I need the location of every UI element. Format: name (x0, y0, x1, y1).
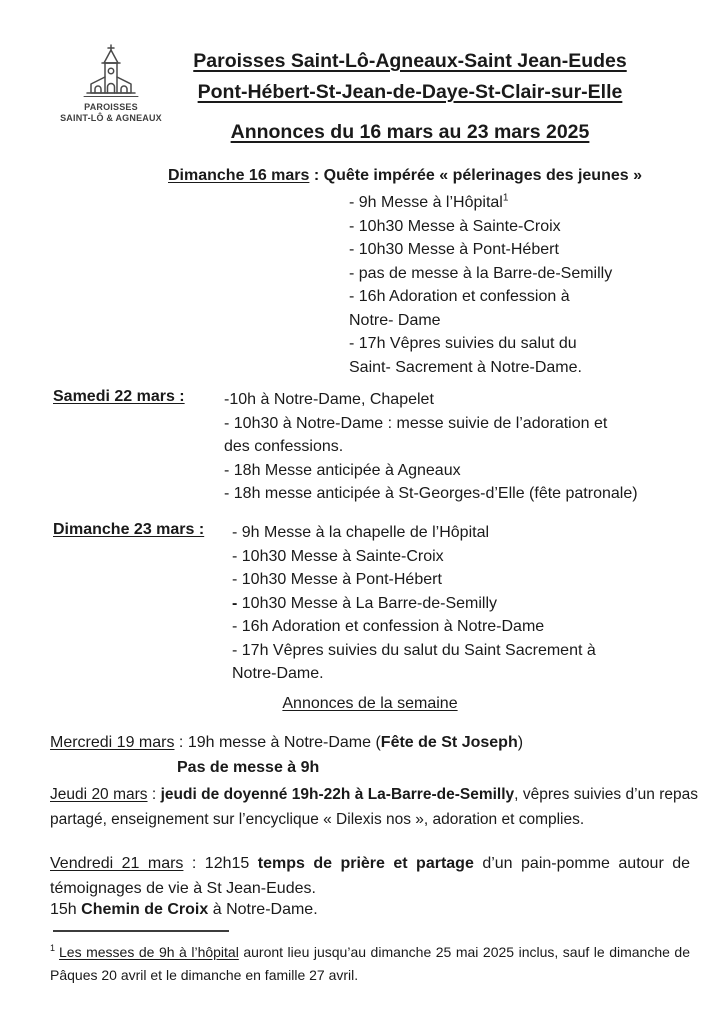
footnote-reference: 1 (502, 192, 509, 204)
sunday16-schedule-list (349, 191, 612, 379)
announcements-subtitle: Annonces du 16 mars au 23 mars 2025 (230, 121, 590, 143)
mass-schedule-line: - 10h30 Messe à Sainte-Croix (232, 547, 444, 565)
footnote-text: auront lieu jusqu’au dimanche 25 mai 2025 inclus, sauf le dimanche de Pâques 20 avril et le dimanche en famille 27 avril. (50, 944, 690, 983)
feast-name: Fête de St Joseph (380, 734, 518, 751)
mass-schedule-line: Notre-Dame. (232, 665, 324, 682)
mass-schedule-line: Saint- Sacrement à Notre-Dame. (349, 358, 582, 376)
page-header (120, 46, 700, 148)
mass-schedule-line: des confessions. (224, 438, 344, 455)
event-highlight: Chemin de Croix (81, 901, 209, 918)
mass-schedule-line: -10h à Notre-Dame, Chapelet (224, 391, 434, 408)
mass-schedule-line: - 17h Vêpres suivies du salut du Saint Sacrement à (232, 641, 596, 659)
footnote (50, 941, 690, 987)
mass-schedule-line: - 10h30 Messe à La Barre-de-Semilly (232, 594, 498, 612)
footnote-underlined-text: Les messes de 9h à l’hôpital (59, 944, 239, 960)
page-title-line1: Paroisses Saint-Lô-Agneaux-Saint Jean-Eudes (193, 50, 627, 72)
event-highlight: temps de prière et partage (257, 855, 474, 872)
day-label-sunday23: Dimanche 23 mars : (53, 521, 205, 538)
mass-schedule-line: - 9h Messe à la chapelle de l’Hôpital (232, 524, 490, 541)
footnote-marker: 1 (50, 943, 56, 954)
friday-announcement: Vendredi 21 mars : 12h15 temps de prière et partage d’un pain-pomme autour de témoignages de vie à St Jean-Eudes. (50, 855, 691, 897)
day-label-wednesday: Mercredi 19 mars (50, 734, 175, 751)
logo-caption-line2: SAINT-LÔ & AGNEAUX (60, 113, 162, 123)
footnote-separator (53, 930, 229, 932)
mass-schedule-line: - pas de messe à la Barre-de-Semilly (349, 264, 613, 282)
day-label-sunday16: Dimanche 16 mars (168, 167, 310, 184)
day-label-friday: Vendredi 21 mars (50, 855, 184, 872)
sunday23-schedule-list (232, 521, 596, 686)
mass-schedule-line: - 10h30 à Notre-Dame : messe suivie de l’adoration et (224, 414, 608, 432)
event-highlight: jeudi de doyenné 19h-22h à La-Barre-de-Semilly (160, 786, 515, 803)
mass-schedule-line: Notre- Dame (349, 311, 441, 329)
mass-schedule-line: - 18h Messe anticipée à Agneaux (224, 461, 461, 479)
thursday-announcement: Jeudi 20 mars : jeudi de doyenné 19h-22h à La-Barre-de-Semilly, vêpres suivies d’un repas partagé, enseignement sur l’encyclique « Dilexis nos », adoration et complies. (50, 786, 698, 828)
page-title-line2: Pont-Hébert-St-Jean-de-Daye-St-Clair-sur-Elle (197, 81, 623, 103)
day-label-saturday22: Samedi 22 mars : (53, 388, 185, 405)
week-announcements-heading: Annonces de la semaine (282, 695, 458, 712)
wednesday-announcement: Mercredi 19 mars : 19h messe à Notre-Dame (Fête de St Joseph) (50, 734, 524, 751)
mass-schedule-line: - 17h Vêpres suivies du salut du (349, 335, 577, 352)
day-separator: : (309, 167, 324, 184)
mass-schedule-line: - 16h Adoration et confession à (349, 288, 570, 305)
logo-caption-line1: PAROISSES (84, 102, 138, 112)
section-sunday16-heading (168, 167, 642, 185)
saturday22-schedule-list (224, 388, 638, 506)
mass-schedule-line: - 9h Messe à l’Hôpital$^1$ (349, 192, 509, 211)
no-mass-note: Pas de messe à 9h (177, 759, 320, 776)
mass-schedule-line: - 10h30 Messe à Pont-Hébert (349, 241, 559, 258)
mass-schedule-line: - 10h30 Messe à Sainte-Croix (349, 217, 561, 235)
way-of-the-cross-line: 15h Chemin de Croix à Notre-Dame. (50, 901, 318, 918)
section-title-sunday16: Quête impérée « pélerinages des jeunes » (323, 167, 642, 184)
day-label-thursday: Jeudi 20 mars (50, 786, 148, 803)
mass-schedule-line: - 18h messe anticipée à St-Georges-d’Elle (fête patronale) (224, 485, 638, 502)
mass-schedule-line: - 10h30 Messe à Pont-Hébert (232, 571, 442, 588)
mass-schedule-line: - 16h Adoration et confession à Notre-Dame (232, 618, 545, 635)
